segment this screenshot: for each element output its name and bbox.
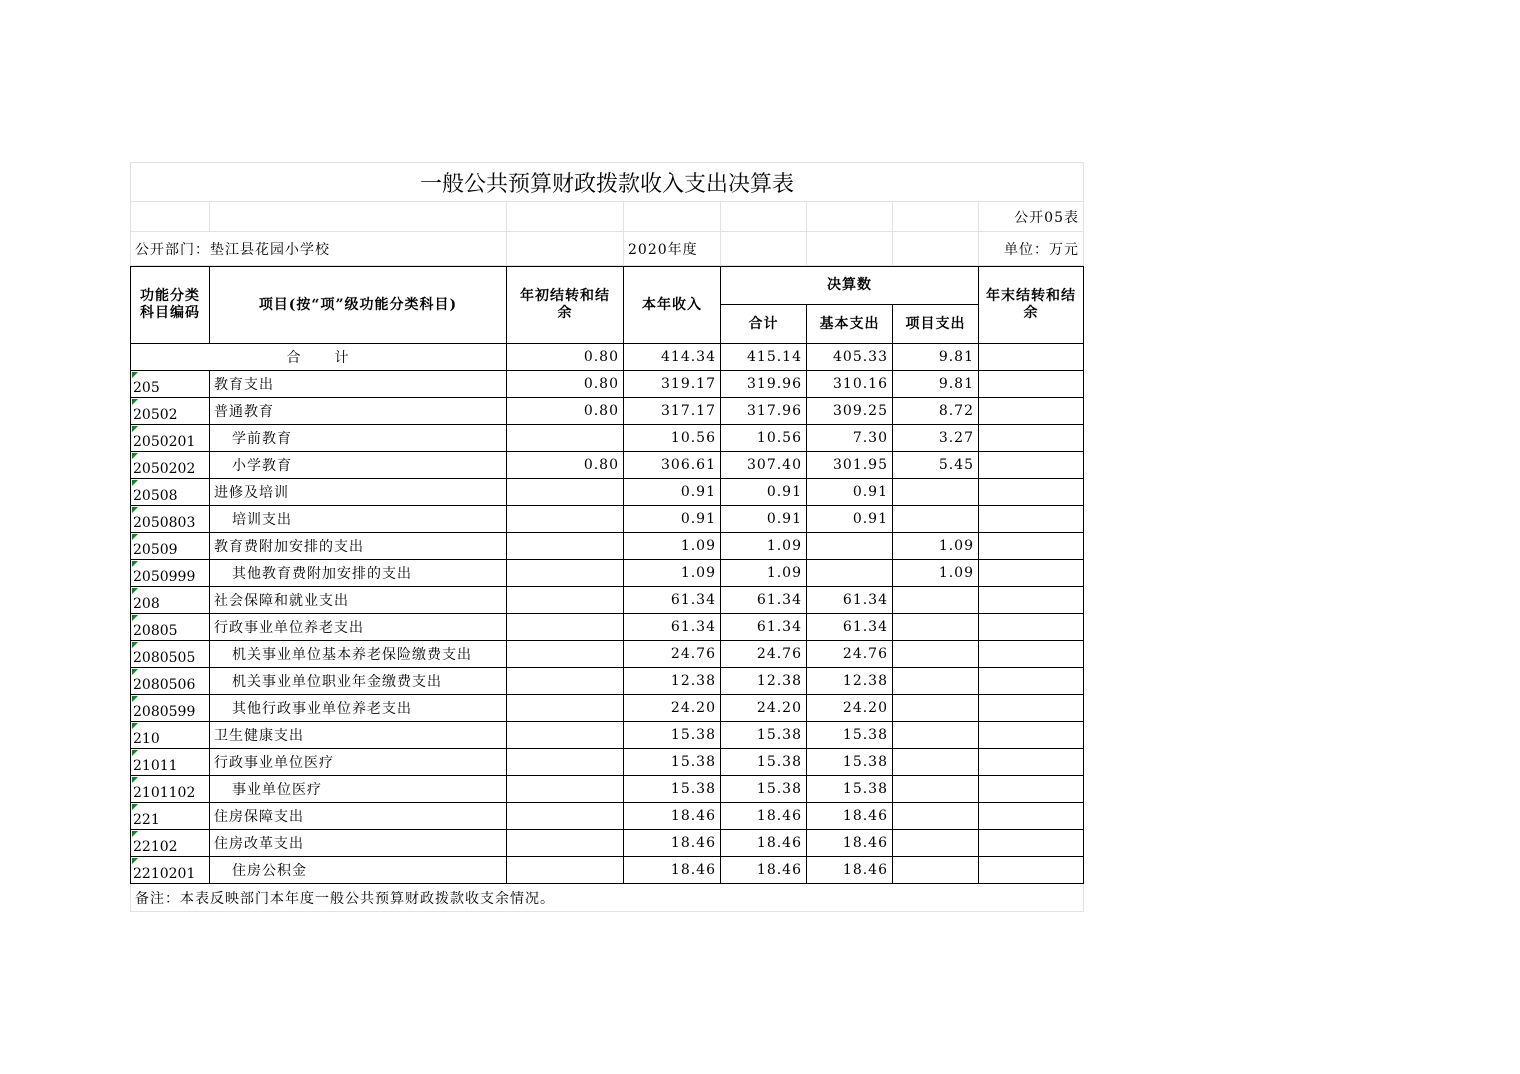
- income-cell: 61.34: [624, 614, 721, 641]
- subject-name: 其他教育费附加安排的支出: [210, 560, 507, 587]
- basic-expense-cell: 24.20: [807, 695, 893, 722]
- income-cell: 319.17: [624, 371, 721, 398]
- begin-balance-cell: [507, 695, 624, 722]
- blank-cell: [721, 202, 807, 232]
- subject-name: 卫生健康支出: [210, 722, 507, 749]
- final-total-cell: 15.38: [721, 722, 807, 749]
- total-total: 415.14: [721, 344, 807, 371]
- final-total-cell: 18.46: [721, 857, 807, 884]
- subject-name: 住房改革支出: [210, 830, 507, 857]
- end-balance-cell: [979, 695, 1084, 722]
- project-expense-cell: [893, 506, 979, 533]
- unit-label: 单位：万元: [979, 232, 1084, 266]
- basic-expense-cell: 61.34: [807, 614, 893, 641]
- basic-expense-cell: 18.46: [807, 857, 893, 884]
- subject-name: 机关事业单位职业年金缴费支出: [210, 668, 507, 695]
- subject-name: 培训支出: [210, 506, 507, 533]
- final-total-cell: 1.09: [721, 533, 807, 560]
- table-row: [130, 587, 1084, 614]
- begin-balance-cell: [507, 560, 624, 587]
- blank-cell: [130, 202, 210, 232]
- subject-code: 2050999: [130, 560, 210, 587]
- department-row: [130, 232, 1084, 266]
- final-total-cell: 24.76: [721, 641, 807, 668]
- subject-name: 进修及培训: [210, 479, 507, 506]
- income-cell: 306.61: [624, 452, 721, 479]
- subject-code: 2080506: [130, 668, 210, 695]
- income-cell: 10.56: [624, 425, 721, 452]
- income-cell: 18.46: [624, 830, 721, 857]
- end-balance-cell: [979, 398, 1084, 425]
- final-total-cell: 15.38: [721, 749, 807, 776]
- final-total-cell: 307.40: [721, 452, 807, 479]
- subject-code: 2050202: [130, 452, 210, 479]
- basic-expense-cell: 61.34: [807, 587, 893, 614]
- basic-expense-cell: 12.38: [807, 668, 893, 695]
- subject-code: 2210201: [130, 857, 210, 884]
- blank-cell: [893, 202, 979, 232]
- form-number: 公开05表: [979, 202, 1084, 232]
- income-cell: 1.09: [624, 533, 721, 560]
- income-cell: 61.34: [624, 587, 721, 614]
- header-begin-balance: 年初结转和结余: [507, 267, 624, 344]
- project-expense-cell: [893, 830, 979, 857]
- begin-balance-cell: [507, 533, 624, 560]
- subject-code: 2080599: [130, 695, 210, 722]
- table-row: [130, 830, 1084, 857]
- subject-code: 20509: [130, 533, 210, 560]
- total-income: 414.34: [624, 344, 721, 371]
- table-row: [130, 641, 1084, 668]
- subject-code: 20508: [130, 479, 210, 506]
- basic-expense-cell: 309.25: [807, 398, 893, 425]
- subject-code: 2101102: [130, 776, 210, 803]
- final-total-cell: 24.20: [721, 695, 807, 722]
- basic-expense-cell: 0.91: [807, 479, 893, 506]
- project-expense-cell: [893, 803, 979, 830]
- final-total-cell: 1.09: [721, 560, 807, 587]
- project-expense-cell: 1.09: [893, 560, 979, 587]
- blank-cell: [721, 232, 807, 266]
- subject-code: 2080505: [130, 641, 210, 668]
- final-total-cell: 0.91: [721, 506, 807, 533]
- table-row: [130, 506, 1084, 533]
- begin-balance-cell: 0.80: [507, 398, 624, 425]
- begin-balance-cell: [507, 749, 624, 776]
- basic-expense-cell: 15.38: [807, 722, 893, 749]
- title-row: [130, 162, 1084, 202]
- final-total-cell: 61.34: [721, 587, 807, 614]
- header-item: 项目(按“项”级功能分类科目): [210, 267, 507, 344]
- basic-expense-cell: 0.91: [807, 506, 893, 533]
- subject-name: 教育支出: [210, 371, 507, 398]
- project-expense-cell: [893, 749, 979, 776]
- begin-balance-cell: [507, 830, 624, 857]
- project-expense-cell: [893, 641, 979, 668]
- basic-expense-cell: 7.30: [807, 425, 893, 452]
- subject-name: 学前教育: [210, 425, 507, 452]
- project-expense-cell: [893, 695, 979, 722]
- footnote: 备注：本表反映部门本年度一般公共预算财政拨款收支余情况。: [130, 884, 1084, 912]
- basic-expense-cell: 18.46: [807, 803, 893, 830]
- end-balance-cell: [979, 722, 1084, 749]
- income-cell: 24.20: [624, 695, 721, 722]
- final-total-cell: 317.96: [721, 398, 807, 425]
- basic-expense-cell: 24.76: [807, 641, 893, 668]
- basic-expense-cell: [807, 533, 893, 560]
- begin-balance-cell: [507, 614, 624, 641]
- project-expense-cell: [893, 668, 979, 695]
- project-expense-cell: [893, 722, 979, 749]
- income-cell: 18.46: [624, 803, 721, 830]
- total-row: [130, 344, 1084, 371]
- begin-balance-cell: [507, 776, 624, 803]
- subject-name: 住房公积金: [210, 857, 507, 884]
- blank-cell: [893, 232, 979, 266]
- table-row: [130, 533, 1084, 560]
- blank-cell: [807, 202, 893, 232]
- table-row: [130, 560, 1084, 587]
- table-row: [130, 452, 1084, 479]
- begin-balance-cell: [507, 641, 624, 668]
- subject-name: 行政事业单位养老支出: [210, 614, 507, 641]
- department-label: 公开部门：垫江县花园小学校: [130, 232, 507, 266]
- subject-code: 2050803: [130, 506, 210, 533]
- basic-expense-cell: 15.38: [807, 776, 893, 803]
- header-income: 本年收入: [624, 267, 721, 344]
- income-cell: 15.38: [624, 749, 721, 776]
- income-cell: 15.38: [624, 722, 721, 749]
- project-expense-cell: 1.09: [893, 533, 979, 560]
- begin-balance-cell: [507, 587, 624, 614]
- table-row: [130, 803, 1084, 830]
- basic-expense-cell: 15.38: [807, 749, 893, 776]
- table-row: [130, 857, 1084, 884]
- blank-cell: [507, 202, 624, 232]
- table-row: [130, 614, 1084, 641]
- header-end-balance: 年末结转和结余: [979, 267, 1084, 344]
- income-cell: 24.76: [624, 641, 721, 668]
- total-label: 合 计: [130, 344, 507, 371]
- table-row: [130, 668, 1084, 695]
- basic-expense-cell: 18.46: [807, 830, 893, 857]
- begin-balance-cell: [507, 803, 624, 830]
- end-balance-cell: [979, 533, 1084, 560]
- subject-code: 210: [130, 722, 210, 749]
- table-row: [130, 398, 1084, 425]
- table-row: [130, 776, 1084, 803]
- project-expense-cell: [893, 776, 979, 803]
- final-total-cell: 18.46: [721, 803, 807, 830]
- income-cell: 15.38: [624, 776, 721, 803]
- total-end: [979, 344, 1084, 371]
- begin-balance-cell: [507, 479, 624, 506]
- subject-code: 20502: [130, 398, 210, 425]
- blank-cell: [807, 232, 893, 266]
- income-cell: 18.46: [624, 857, 721, 884]
- subject-code: 2050201: [130, 425, 210, 452]
- final-total-cell: 18.46: [721, 830, 807, 857]
- end-balance-cell: [979, 641, 1084, 668]
- final-total-cell: 12.38: [721, 668, 807, 695]
- blank-cell: [624, 202, 721, 232]
- final-total-cell: 61.34: [721, 614, 807, 641]
- project-expense-cell: 5.45: [893, 452, 979, 479]
- blank-cell: [507, 232, 624, 266]
- form-number-row: [130, 202, 1084, 232]
- header-total: 合计: [721, 305, 807, 344]
- total-project: 9.81: [893, 344, 979, 371]
- table-row: [130, 479, 1084, 506]
- project-expense-cell: [893, 479, 979, 506]
- subject-name: 行政事业单位医疗: [210, 749, 507, 776]
- subject-code: 22102: [130, 830, 210, 857]
- end-balance-cell: [979, 857, 1084, 884]
- income-cell: 12.38: [624, 668, 721, 695]
- subject-name: 其他行政事业单位养老支出: [210, 695, 507, 722]
- begin-balance-cell: [507, 506, 624, 533]
- table-row: [130, 722, 1084, 749]
- begin-balance-cell: [507, 722, 624, 749]
- table-row: [130, 371, 1084, 398]
- income-cell: 317.17: [624, 398, 721, 425]
- project-expense-cell: 8.72: [893, 398, 979, 425]
- end-balance-cell: [979, 830, 1084, 857]
- subject-code: 221: [130, 803, 210, 830]
- subject-name: 机关事业单位基本养老保险缴费支出: [210, 641, 507, 668]
- end-balance-cell: [979, 614, 1084, 641]
- subject-name: 事业单位医疗: [210, 776, 507, 803]
- end-balance-cell: [979, 371, 1084, 398]
- header-final-group: 决算数: [721, 267, 979, 305]
- end-balance-cell: [979, 587, 1084, 614]
- begin-balance-cell: 0.80: [507, 452, 624, 479]
- project-expense-cell: [893, 614, 979, 641]
- income-cell: 1.09: [624, 560, 721, 587]
- table-row: [130, 749, 1084, 776]
- final-total-cell: 10.56: [721, 425, 807, 452]
- subject-name: 教育费附加安排的支出: [210, 533, 507, 560]
- end-balance-cell: [979, 803, 1084, 830]
- income-cell: 0.91: [624, 506, 721, 533]
- fiscal-year: 2020年度: [624, 232, 721, 266]
- header-basic: 基本支出: [807, 305, 893, 344]
- begin-balance-cell: 0.80: [507, 371, 624, 398]
- subject-code: 208: [130, 587, 210, 614]
- header-code: 功能分类科目编码: [130, 267, 210, 344]
- table-row: [130, 695, 1084, 722]
- table-row: [130, 425, 1084, 452]
- end-balance-cell: [979, 479, 1084, 506]
- header-project: 项目支出: [893, 305, 979, 344]
- subject-name: 住房保障支出: [210, 803, 507, 830]
- income-cell: 0.91: [624, 479, 721, 506]
- table-header: [130, 266, 1084, 344]
- basic-expense-cell: [807, 560, 893, 587]
- begin-balance-cell: [507, 425, 624, 452]
- basic-expense-cell: 301.95: [807, 452, 893, 479]
- final-total-cell: 15.38: [721, 776, 807, 803]
- end-balance-cell: [979, 668, 1084, 695]
- project-expense-cell: [893, 857, 979, 884]
- subject-name: 社会保障和就业支出: [210, 587, 507, 614]
- total-basic: 405.33: [807, 344, 893, 371]
- project-expense-cell: 9.81: [893, 371, 979, 398]
- subject-code: 205: [130, 371, 210, 398]
- final-total-cell: 0.91: [721, 479, 807, 506]
- end-balance-cell: [979, 560, 1084, 587]
- subject-name: 小学教育: [210, 452, 507, 479]
- basic-expense-cell: 310.16: [807, 371, 893, 398]
- project-expense-cell: [893, 587, 979, 614]
- blank-cell: [210, 202, 507, 232]
- begin-balance-cell: [507, 857, 624, 884]
- subject-code: 21011: [130, 749, 210, 776]
- end-balance-cell: [979, 452, 1084, 479]
- end-balance-cell: [979, 776, 1084, 803]
- end-balance-cell: [979, 425, 1084, 452]
- final-total-cell: 319.96: [721, 371, 807, 398]
- report-sheet: [130, 162, 1084, 912]
- project-expense-cell: 3.27: [893, 425, 979, 452]
- subject-code: 20805: [130, 614, 210, 641]
- report-title: 一般公共预算财政拨款收入支出决算表: [130, 162, 1084, 202]
- subject-name: 普通教育: [210, 398, 507, 425]
- end-balance-cell: [979, 749, 1084, 776]
- end-balance-cell: [979, 506, 1084, 533]
- total-begin: 0.80: [507, 344, 624, 371]
- begin-balance-cell: [507, 668, 624, 695]
